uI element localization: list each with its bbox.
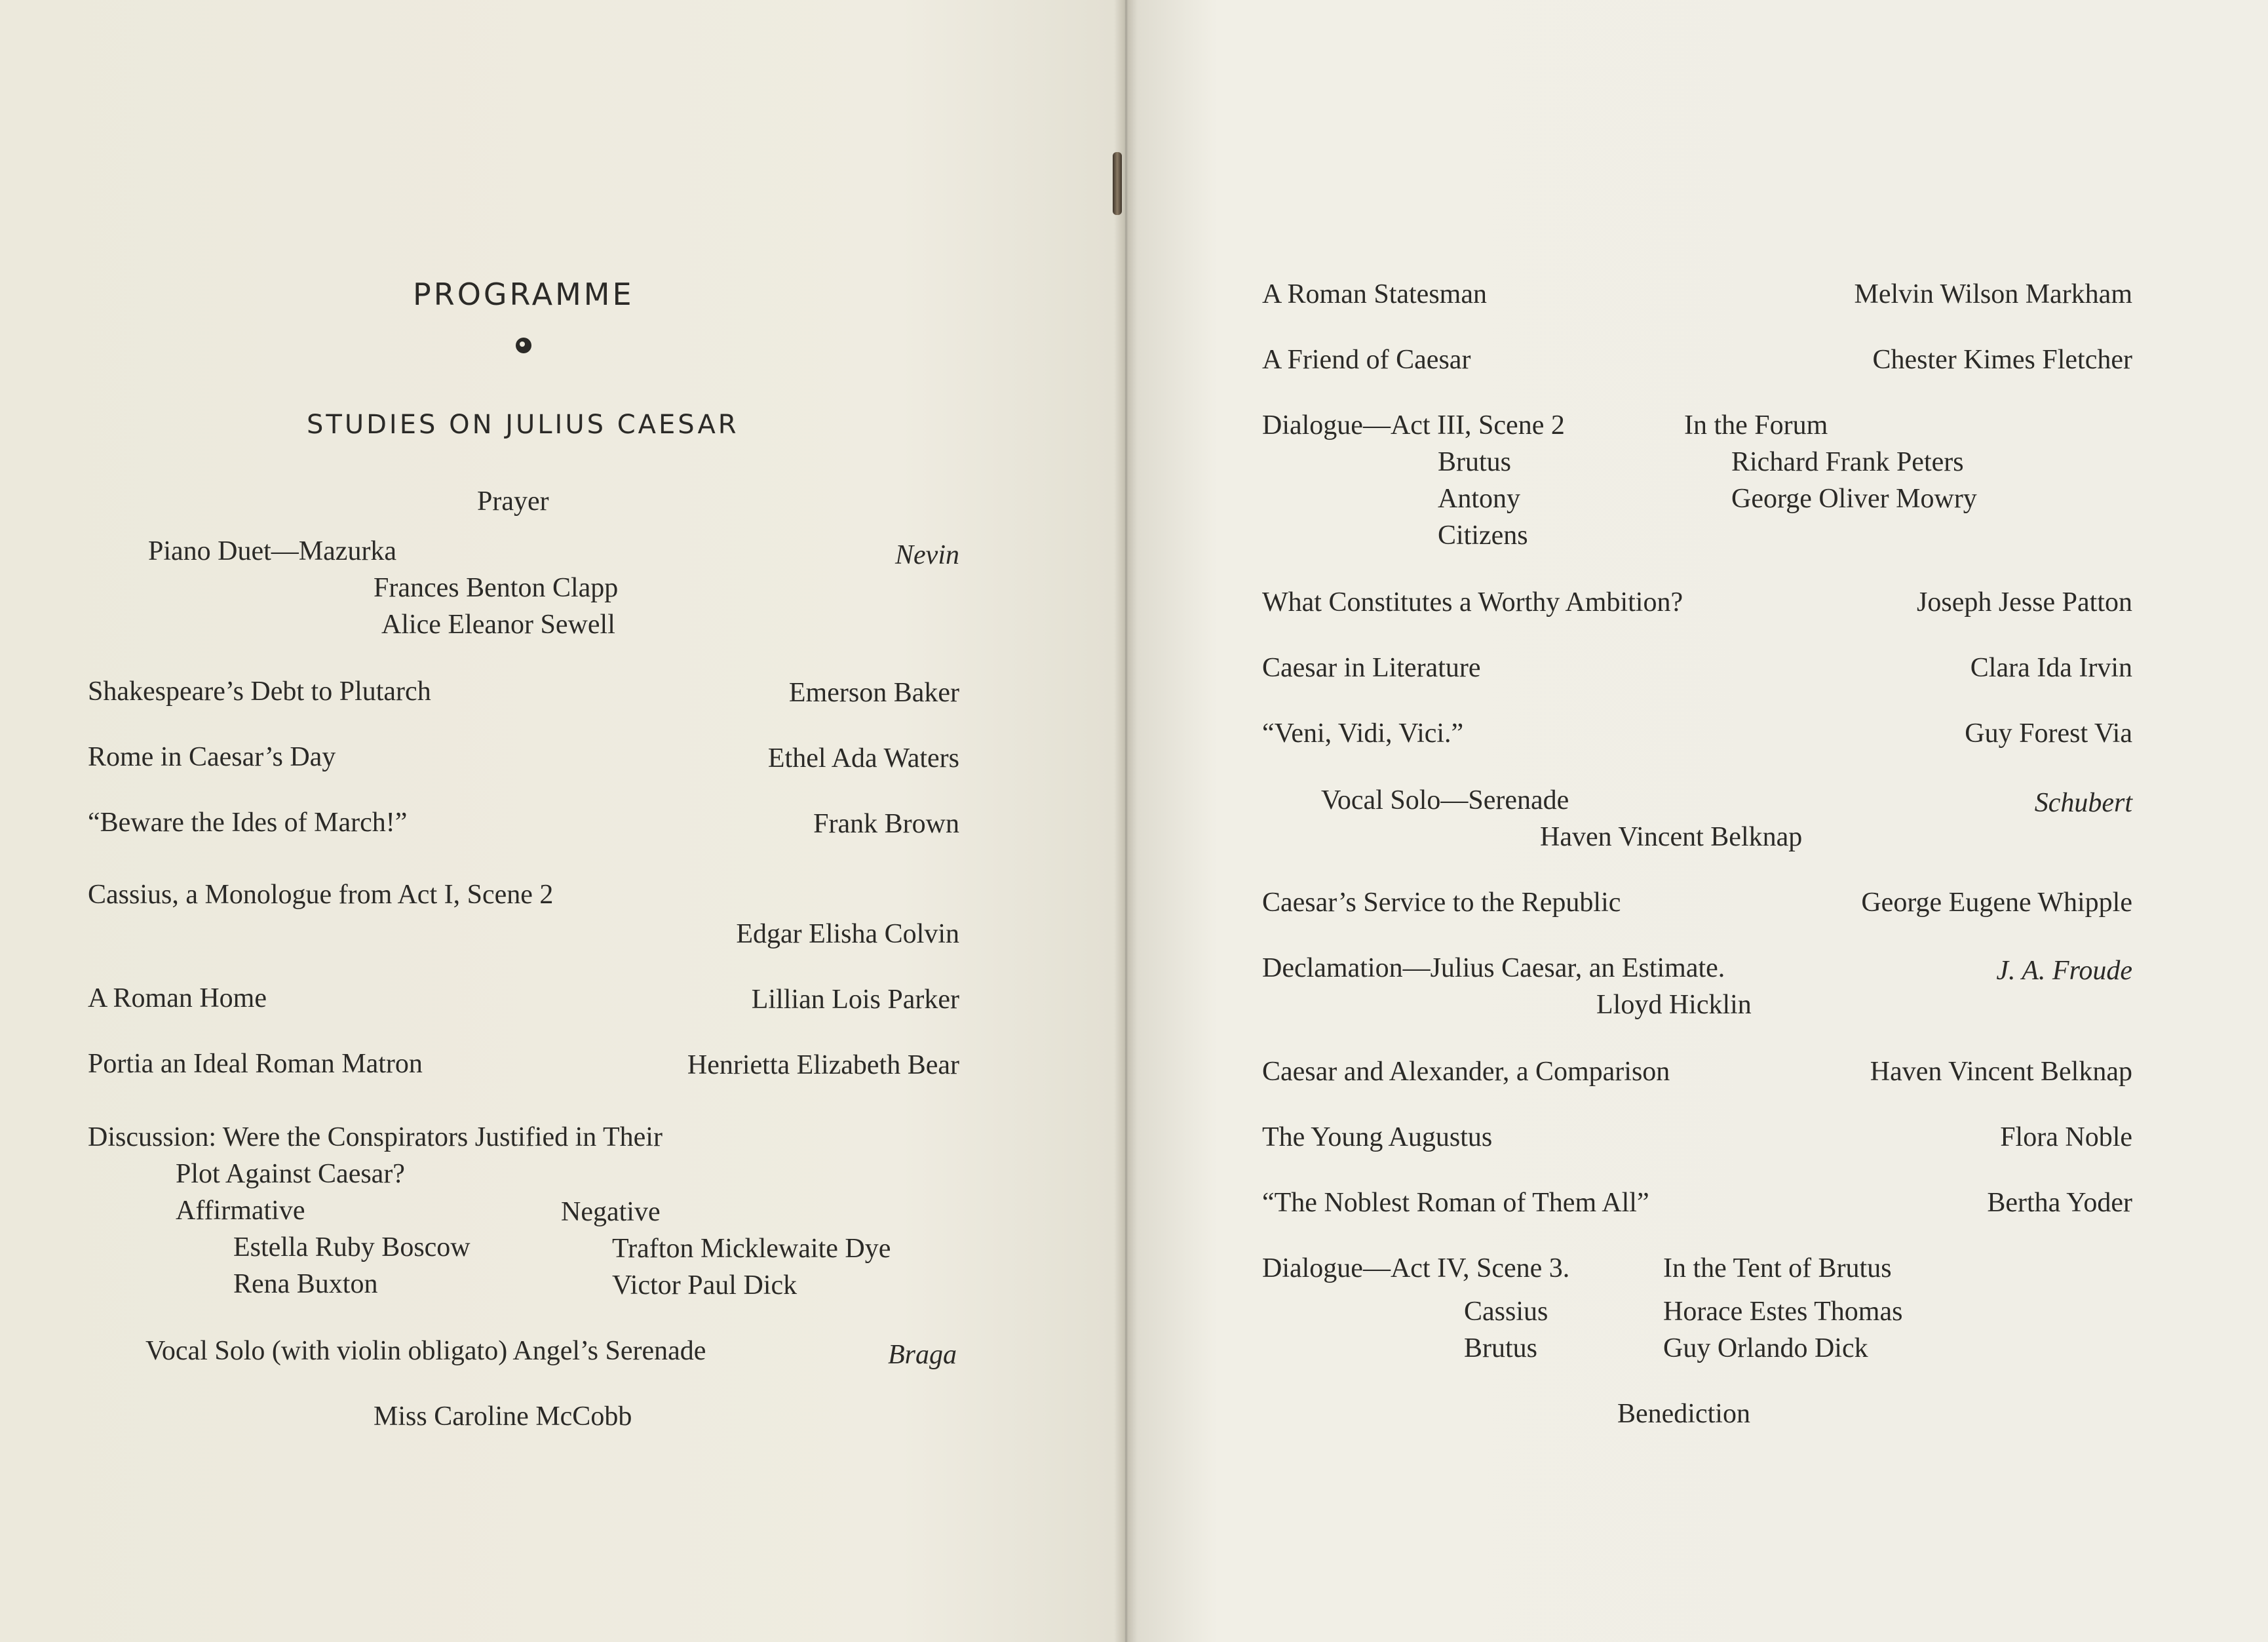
dialogue-title: Dialogue—Act III, Scene 2: [1262, 410, 1565, 440]
dialogue-role: Citizens: [1438, 520, 1528, 551]
affirmative-label: Affirmative: [176, 1196, 305, 1226]
declamation-author: J. A. Froude: [1996, 956, 2132, 986]
programme-item-person: Edgar Elisha Colvin: [736, 919, 959, 949]
vocal-solo-title: Vocal Solo (with violin obligato) Angel’s Serenade: [145, 1336, 706, 1366]
programme-item-title: Rome in Caesar’s Day: [88, 742, 336, 772]
dialogue-setting: In the Tent of Brutus: [1663, 1253, 1892, 1283]
programme-item-person: Emerson Baker: [788, 678, 959, 708]
vocal-solo-composer: Braga: [888, 1340, 957, 1370]
piano-duet-performer: Alice Eleanor Sewell: [381, 610, 615, 640]
programme-item-title: Portia an Ideal Roman Matron: [88, 1049, 423, 1079]
negative-label: Negative: [561, 1197, 661, 1227]
vocal-solo-composer: Schubert: [2034, 788, 2132, 818]
piano-duet-title: Piano Duet—Mazurka: [148, 536, 397, 566]
prayer: Prayer: [477, 486, 549, 517]
programme-item-person: Haven Vincent Belknap: [1870, 1057, 2132, 1087]
negative-speaker: Victor Paul Dick: [612, 1270, 798, 1300]
staple: [1113, 152, 1122, 215]
dialogue-setting: In the Forum: [1684, 410, 1828, 440]
vocal-solo-performer: Miss Caroline McCobb: [374, 1401, 632, 1432]
affirmative-speaker: Estella Ruby Boscow: [233, 1232, 471, 1262]
programme-item-person: Lillian Lois Parker: [751, 985, 959, 1015]
programme-item-title: Caesar and Alexander, a Comparison: [1262, 1057, 1670, 1087]
programme-item-person: Clara Ida Irvin: [1970, 653, 2132, 683]
programme-item-title: Caesar in Literature: [1262, 653, 1481, 683]
programme-item-person: Henrietta Elizabeth Bear: [687, 1050, 959, 1080]
vocal-solo-performer: Haven Vincent Belknap: [1540, 822, 1803, 852]
programme-item-person: Ethel Ada Waters: [767, 743, 959, 773]
programme-item-title: The Young Augustus: [1262, 1122, 1493, 1152]
dialogue-actor: Guy Orlando Dick: [1663, 1333, 1868, 1363]
programme-item-title: Shakespeare’s Debt to Plutarch: [88, 676, 431, 707]
programme-item-title: What Constitutes a Worthy Ambition?: [1262, 587, 1683, 617]
dialogue-actor: Horace Estes Thomas: [1663, 1297, 1903, 1327]
ornament-dot: [516, 338, 531, 353]
discussion-title: Discussion: Were the Conspirators Justified in Their: [88, 1122, 663, 1152]
discussion-subtitle: Plot Against Caesar?: [176, 1159, 405, 1189]
benediction: Benediction: [1617, 1399, 1750, 1429]
programme-item-title: A Roman Home: [88, 983, 267, 1013]
programme-item-title: A Friend of Caesar: [1262, 345, 1471, 375]
programme-item-person: Joseph Jesse Patton: [1917, 587, 2132, 617]
programme-item-person: Flora Noble: [2000, 1122, 2132, 1152]
affirmative-speaker: Rena Buxton: [233, 1269, 378, 1299]
dialogue-role: Cassius: [1464, 1297, 1548, 1327]
programme-item-title: “The Noblest Roman of Them All”: [1262, 1188, 1649, 1218]
programme-item-person: Chester Kimes Fletcher: [1872, 345, 2132, 375]
dialogue-title: Dialogue—Act IV, Scene 3.: [1262, 1253, 1570, 1283]
programme-item-person: Frank Brown: [813, 809, 959, 839]
page-subheading: STUDIES ON JULIUS CAESAR: [307, 410, 739, 440]
declamation-title: Declamation—Julius Caesar, an Estimate.: [1262, 953, 1725, 983]
declamation-performer: Lloyd Hicklin: [1596, 990, 1752, 1020]
page-heading: PROGRAMME: [413, 277, 634, 312]
dialogue-actor: George Oliver Mowry: [1731, 484, 1977, 514]
dialogue-role: Brutus: [1438, 447, 1512, 477]
programme-item-title: Cassius, a Monologue from Act I, Scene 2: [88, 880, 554, 910]
vocal-solo-title: Vocal Solo—Serenade: [1321, 785, 1569, 815]
programme-item-title: A Roman Statesman: [1262, 279, 1487, 309]
dialogue-actor: Richard Frank Peters: [1731, 447, 1964, 477]
piano-duet-composer: Nevin: [895, 540, 959, 570]
negative-speaker: Trafton Micklewaite Dye: [612, 1234, 891, 1264]
programme-item-title: “Veni, Vidi, Vici.”: [1262, 718, 1464, 749]
right-page: [1126, 0, 2268, 1642]
page-gutter: [1114, 0, 1138, 1642]
programme-item-person: Melvin Wilson Markham: [1854, 279, 2132, 309]
piano-duet-performer: Frances Benton Clapp: [374, 573, 619, 603]
programme-item-title: “Beware the Ides of March!”: [88, 808, 408, 838]
programme-item-person: Guy Forest Via: [1965, 718, 2132, 749]
dialogue-role: Brutus: [1464, 1333, 1538, 1363]
programme-item-person: Bertha Yoder: [1987, 1188, 2132, 1218]
dialogue-role: Antony: [1438, 484, 1520, 514]
programme-item-title: Caesar’s Service to the Republic: [1262, 888, 1621, 918]
programme-item-person: George Eugene Whipple: [1861, 888, 2132, 918]
